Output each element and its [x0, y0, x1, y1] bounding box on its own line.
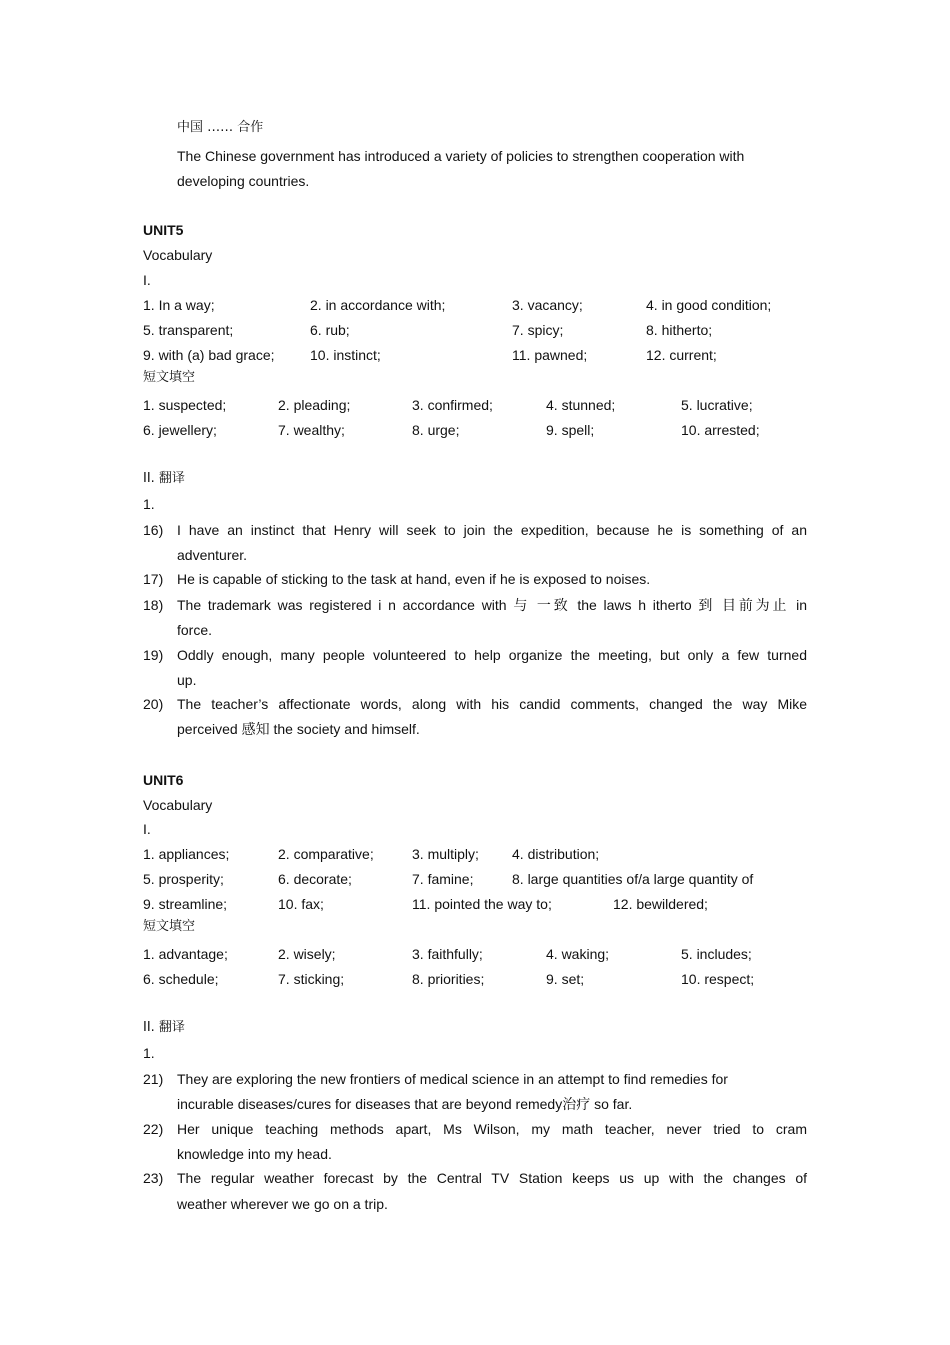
vocab-item: 9. with (a) bad grace;	[143, 347, 275, 363]
intro-line-1: The Chinese government has introduced a variety of policies to strengthen cooperation with	[177, 148, 745, 164]
cloze-item: 10. arrested;	[681, 422, 760, 438]
intro-line-2: developing countries.	[177, 173, 310, 189]
unit5-vocab-row-2	[143, 321, 823, 339]
unit6-cloze-title: 短文填空	[143, 919, 196, 934]
cloze-item: 7. wealthy;	[278, 422, 345, 438]
sentence-number: 21)	[143, 1071, 164, 1087]
unit6-part-1-label: I.	[143, 821, 151, 837]
cloze-item: 7. sticking;	[278, 971, 345, 987]
vocab-item: 2. comparative;	[278, 846, 374, 862]
vocab-item: 6. rub;	[310, 322, 350, 338]
cloze-item: 5. lucrative;	[681, 397, 753, 413]
unit6-vocab-row-3	[143, 895, 823, 913]
unit5-cloze-title: 短文填空	[143, 370, 196, 385]
cloze-item: 6. schedule;	[143, 971, 219, 987]
vocab-item: 4. in good condition;	[646, 297, 772, 313]
sentence-line: incurable diseases/cures for diseases that are beyond remedy治疗 so far.	[177, 1096, 633, 1112]
cloze-item: 4. waking;	[546, 946, 610, 962]
cloze-item: 6. jewellery;	[143, 422, 217, 438]
vocab-item: 7. spicy;	[512, 322, 564, 338]
unit6-cloze-row-2	[143, 970, 823, 988]
vocab-item: 8. hitherto;	[646, 322, 713, 338]
sentence-line: The teacher’s affectionate words, along with his candid comments, changed the way Mike	[177, 696, 807, 712]
unit5-cloze-row-2	[143, 421, 823, 439]
vocab-item: 5. transparent;	[143, 322, 234, 338]
vocab-item: 7. famine;	[412, 871, 474, 887]
sentence-line: adventurer.	[177, 547, 248, 563]
cloze-item: 9. set;	[546, 971, 585, 987]
cloze-item: 9. spell;	[546, 422, 595, 438]
sentence-line: perceived 感知 the society and himself.	[177, 721, 420, 737]
unit5-translation-sub: 1.	[143, 496, 155, 512]
sentence-line: force.	[177, 622, 213, 638]
vocab-item: 4. distribution;	[512, 846, 600, 862]
sentence-number: 19)	[143, 647, 164, 663]
unit6-cloze-row-1	[143, 945, 823, 963]
cloze-item: 1. suspected;	[143, 397, 227, 413]
unit5-cloze-row-1	[143, 396, 823, 414]
sentence-line: up.	[177, 672, 197, 688]
sentence-number: 17)	[143, 571, 164, 587]
vocab-item: 12. current;	[646, 347, 717, 363]
unit6-vocab-row-2	[143, 870, 823, 888]
unit5-translation-title: II. 翻译	[143, 471, 185, 486]
cloze-item: 1. advantage;	[143, 946, 228, 962]
sentence-line: weather wherever we go on a trip.	[177, 1196, 388, 1212]
cloze-item: 5. includes;	[681, 946, 752, 962]
unit6-translation-sub: 1.	[143, 1045, 155, 1061]
cloze-item: 3. faithfully;	[412, 946, 483, 962]
sentence-line: The trademark was registered i n accordance with 与 一致 the laws h itherto 到 目前为止 in	[177, 597, 807, 613]
cloze-item: 8. urge;	[412, 422, 460, 438]
cloze-item: 8. priorities;	[412, 971, 485, 987]
vocab-item: 1. appliances;	[143, 846, 230, 862]
sentence-line: knowledge into my head.	[177, 1146, 332, 1162]
vocab-item: 11. pawned;	[512, 347, 588, 363]
sentence-line: They are exploring the new frontiers of medical science in an attempt to find remedies for	[177, 1071, 728, 1087]
cloze-item: 10. respect;	[681, 971, 755, 987]
sentence-number: 16)	[143, 522, 164, 538]
unit6-title: UNIT6	[143, 772, 184, 788]
vocab-item: 5. prosperity;	[143, 871, 224, 887]
unit5-vocab-row-1	[143, 296, 823, 314]
cloze-item: 2. wisely;	[278, 946, 336, 962]
vocab-item: 9. streamline;	[143, 896, 228, 912]
unit5-vocabulary-label: Vocabulary	[143, 247, 213, 263]
cloze-item: 4. stunned;	[546, 397, 616, 413]
vocab-item: 1. In a way;	[143, 297, 215, 313]
sentence-number: 20)	[143, 696, 164, 712]
vocab-item: 3. multiply;	[412, 846, 479, 862]
vocab-item: 6. decorate;	[278, 871, 352, 887]
cloze-item: 2. pleading;	[278, 397, 351, 413]
sentence-number: 22)	[143, 1121, 164, 1137]
sentence-line: Her unique teaching methods apart, Ms Wilson, my math teacher, never tried to cram	[177, 1121, 807, 1137]
vocab-item: 2. in accordance with;	[310, 297, 446, 313]
vocab-item: 10. fax;	[278, 896, 324, 912]
vocab-item: 3. vacancy;	[512, 297, 583, 313]
intro-heading: 中国 …… 合作	[177, 120, 264, 135]
sentence-line: He is capable of sticking to the task at hand, even if he is exposed to noises.	[177, 571, 651, 587]
unit6-vocabulary-label: Vocabulary	[143, 797, 213, 813]
sentence-number: 23)	[143, 1170, 164, 1186]
unit5-part-1-label: I.	[143, 272, 151, 288]
vocab-item: 12. bewildered;	[613, 896, 708, 912]
cloze-item: 3. confirmed;	[412, 397, 493, 413]
sentence-line: Oddly enough, many people volunteered to help organize the meeting, but only a few turned	[177, 647, 807, 663]
vocab-item: 10. instinct;	[310, 347, 381, 363]
sentence-line: I have an instinct that Henry will seek to join the expedition, because he is something of an	[177, 522, 807, 538]
sentence-number: 18)	[143, 597, 164, 613]
sentence-line: The regular weather forecast by the Central TV Station keeps us up with the changes of	[177, 1170, 807, 1186]
unit5-title: UNIT5	[143, 222, 184, 238]
unit5-vocab-row-3	[143, 346, 823, 364]
unit6-vocab-row-1	[143, 845, 823, 863]
vocab-item: 11. pointed the way to;	[412, 896, 552, 912]
vocab-item: 8. large quantities of/a large quantity of	[512, 871, 754, 887]
unit6-translation-title: II. 翻译	[143, 1020, 185, 1035]
